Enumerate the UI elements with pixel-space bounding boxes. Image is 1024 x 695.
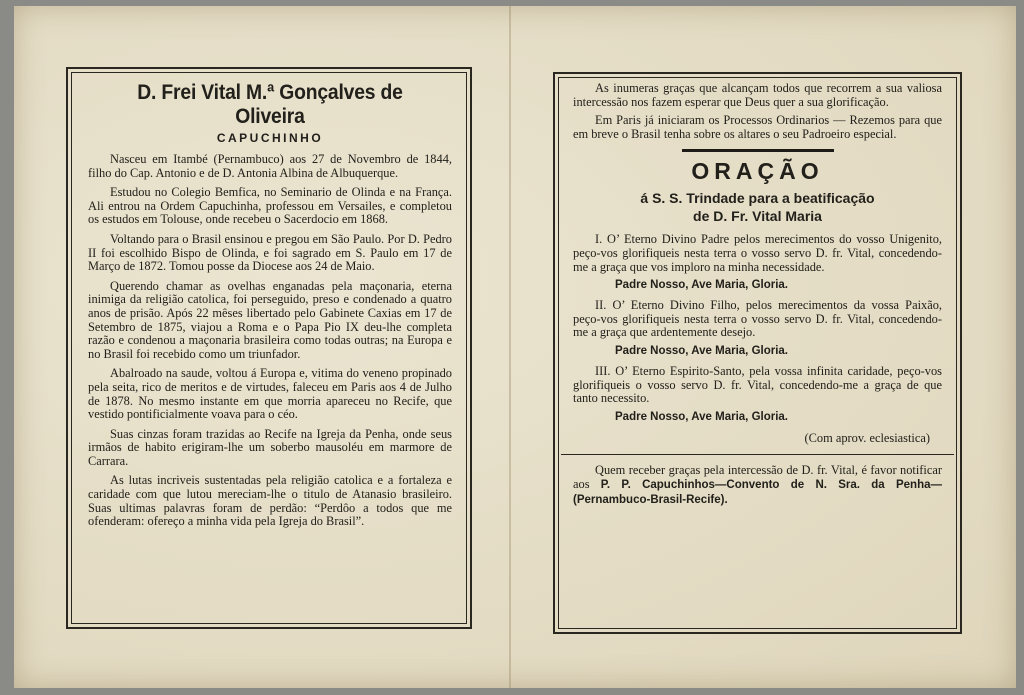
prayer-paragraph: II. O’ Eterno Divino Filho, pelos merecimentos da vossa Paixão, peço-vos glorifiqueis nesta terra o vosso servo D. fr. Vital, concedendo-me a graça que ardentemente desejo.	[573, 298, 942, 340]
prayer-refrain: Padre Nosso, Ave Maria, Gloria.	[615, 344, 788, 357]
biography-paragraph: Abalroado na saude, voltou á Europa e, vitima do veneno propinado pela seita, rico de meritos e de virtudes, faleceu em Paris aos 4 de Julho de 1878. No mesmo instante em que morria apareceu no Recife, que vestido pontificialmente voava para o céo.	[88, 366, 452, 422]
footer-divider	[561, 454, 954, 455]
biography-subtitle: CAPUCHINHO	[216, 131, 324, 145]
divider-rule	[682, 149, 834, 152]
footer-text: Quem receber graças pela intercessão de D. fr. Vital, é favor notificar aos	[573, 462, 942, 491]
footer-note	[573, 463, 942, 507]
prayer-paragraph: III. O’ Eterno Espirito-Santo, pela vossa infinita caridade, peço-vos glorifiqueis o vosso servo D. fr. Vital, concedendo-me a graça de que tanto necessito.	[573, 363, 942, 406]
footer-contact: P. P. Capuchinhos—Convento de N. Sra. da Penha—(Pernambuco-Brasil-Recife).	[573, 478, 942, 506]
ecclesiastical-approval: (Com aprov. eclesiastica)	[804, 430, 930, 445]
prayer-title: ORAÇÃO	[691, 158, 824, 185]
prayer-refrain: Padre Nosso, Ave Maria, Gloria.	[615, 279, 788, 292]
biography-title: D. Frei Vital M.ª Gonçalves de Oliveira	[137, 81, 403, 128]
prayer-panel	[553, 72, 962, 634]
prayer-subtitle-line-2: de D. Fr. Vital Maria	[693, 208, 822, 225]
center-fold	[509, 6, 511, 688]
intro-paragraph: As inumeras graças que alcançam todos que recorrem a sua valiosa intercessão nos fazem esperar que Deus quer a sua glorificação.	[573, 81, 942, 109]
biography-panel	[66, 67, 472, 629]
prayer-subtitle-line-1: á S. S. Trindade para a beatificação	[640, 190, 875, 207]
biography-paragraph: Voltando para o Brasil ensinou e pregou em São Paulo. Por D. Pedro II foi escolhido Bispo de Olinda, e foi sagrado em S. Paulo em 17 de Março de 1872. Tomou posse da Diocese aos 24 de Maio.	[88, 231, 452, 274]
prayer-paragraph: I. O’ Eterno Divino Padre pelos merecimentos do vosso Unigenito, peço-vos glorifiqueis nesta terra o vosso servo D. fr. Vital, concedendo-me a graça que vos imploro na minha necessidade.	[573, 232, 942, 274]
intro-paragraph: Em Paris já iniciaram os Processos Ordinarios — Rezemos para que em breve o Brasil tenha sobre os altares o seu Padroeiro especial.	[573, 113, 942, 141]
biography-paragraph: Estudou no Colegio Bemfica, no Seminario de Olinda e na França. Ali entrou na Ordem Capuchinha, professou em Versailes, e completou os estudos em Tolouse, onde recebeu o Sacerdocio em 1868.	[88, 185, 452, 227]
biography-paragraph: As lutas incriveis sustentadas pela religião catolica e a fortaleza e caridade com que lutou mereciam-lhe o titulo de Atanasio brasileiro. Suas ultimas palavras foram de perdão: “Perdôo a todos que me ofenderam: ofereço a minha vida pela Igreja do Brasil”.	[88, 473, 452, 529]
prayer-subtitle	[573, 189, 942, 225]
biography-paragraph: Suas cinzas foram trazidas ao Recife na Igreja da Penha, onde seus irmãos de habito erigiram-lhe um soberbo mausoléu em marmore de Carrara.	[88, 426, 452, 468]
biography-paragraph: Nasceu em Itambé (Pernambuco) aos 27 de Novembro de 1844, filho do Cap. Antonio e de D. Antonia Albina de Albuquerque.	[88, 152, 452, 180]
biography-paragraph: Querendo chamar as ovelhas enganadas pela maçonaria, eterna inimiga da religião catolica, foi perseguido, preso e condenado a quatro anos de prisão. Após 22 mêses libertado pelo Gabinete Caxias em 17 de Setembro de 1875, viajou a Roma e o Papa Pio IX deu-lhe completa razão e condenou a maçonaria brasileira como todas outras; na Europa e no Brasil foi recebido como um triunfador.	[88, 278, 452, 361]
prayer-refrain: Padre Nosso, Ave Maria, Gloria.	[615, 410, 788, 423]
